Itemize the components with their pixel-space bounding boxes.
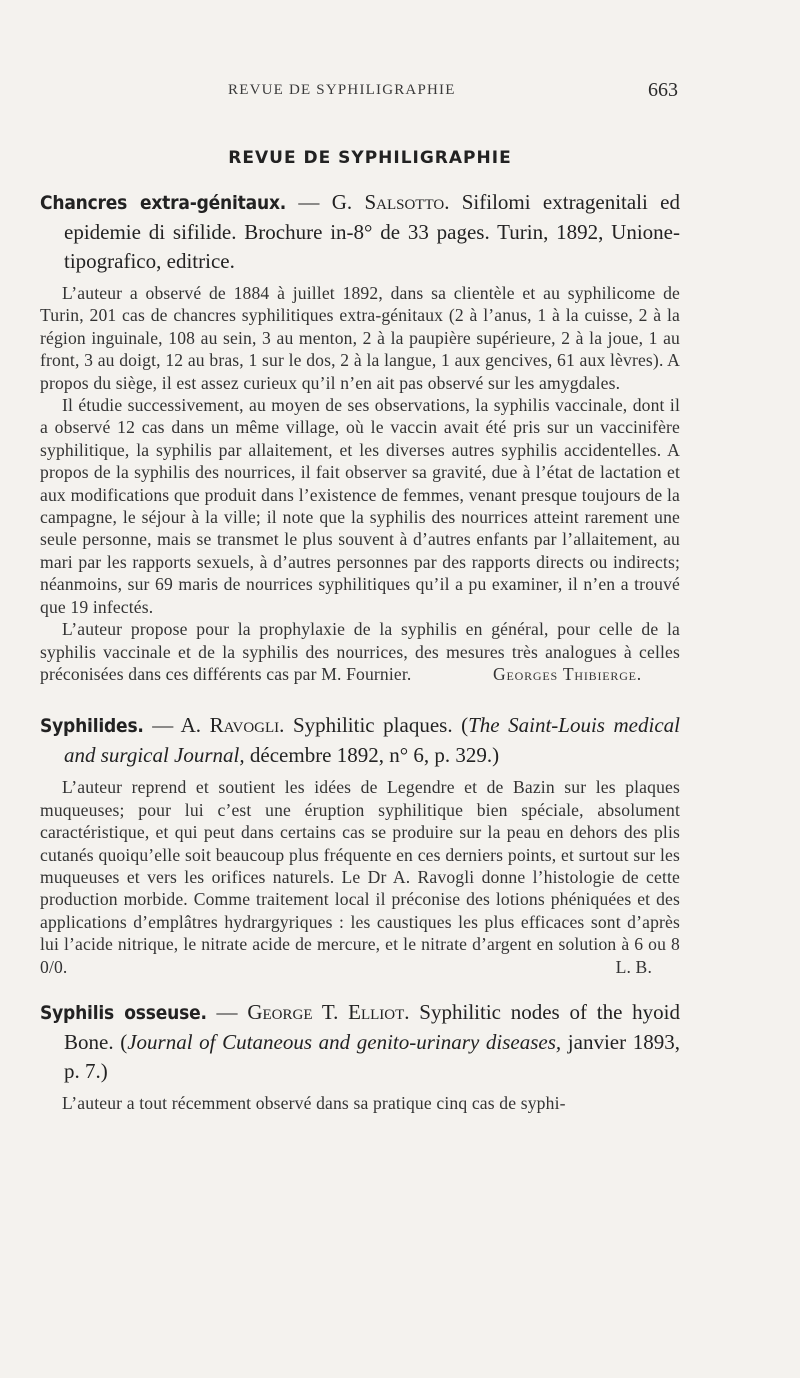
entry-dash: — A. <box>143 713 210 738</box>
paragraph-text: L’auteur reprend et soutient les idées de Legendre et de Bazin sur les plaques muqueuses; pour lui c’est une éruption syphilitique bien spéciale, absolument caractéristique, et qui peut dans certains cas se produire sur la peau en dehors des plis cutanés quoiqu’elle soit beaucoup plus fréquente en ces derniers points, et surtout sur les muqueuses et vers les orifices naturels. Le Dr A. Ravogli donne l’histologie de cette production morbide. Comme traitement local il préconise des lotions phéniquées et des applications d’emplâtres hydrargyriques : les caustiques les plus efficaces sont d’après lui l’acide nitrique, le nitrate acide de mercure, et le nitrate d’argent en solution à 6 ou 8 0/0. <box>40 777 680 977</box>
entry-author: George T. Elliot <box>247 999 405 1024</box>
entry-heading-syphilides <box>40 711 680 770</box>
entry-signature: Georges Thibierge. <box>493 663 642 684</box>
entry-author: Salsotto <box>364 190 445 214</box>
entry-dash: — <box>206 999 248 1024</box>
page-number: 663 <box>648 79 678 101</box>
paragraph: L’auteur a tout récemment observé dans sa pratique cinq cas de syphi- <box>62 1092 566 1113</box>
entry-keyword: Chancres extra-génitaux. <box>40 192 287 214</box>
entry-author: Ravogli <box>209 713 280 738</box>
entry-citation-pre: . Syphilitic nodes of the hyoid Bone. ( <box>64 999 680 1054</box>
entry-signature: L. B. <box>615 956 652 977</box>
paragraph-with-signature <box>40 776 680 978</box>
entry-keyword: Syphilides. <box>40 715 144 738</box>
running-head-title: REVUE DE SYPHILIGRAPHIE <box>228 82 456 98</box>
article-body <box>40 188 680 1114</box>
paragraph-text: L’auteur propose pour la prophylaxie de la syphilis en général, pour celle de la syphilis vaccinale et de la syphilis des nourrices, des mesures très analogues à celles préconisées dans ces différents cas par M. Fournier. <box>40 619 680 684</box>
entry-citation-post: janvier 1893, p. 7.) <box>64 1029 680 1083</box>
entry-citation-pre: . Syphilitic plaques. ( <box>279 713 469 738</box>
entry-keyword: Syphilis osseuse. <box>40 1001 207 1024</box>
entry-journal-title: The Saint-Louis medical and surgical Journal, <box>64 713 680 768</box>
section-title: REVUE DE SYPHILIGRAPHIE <box>228 148 512 168</box>
entry-heading-syphilis-osseuse <box>40 998 680 1086</box>
paragraph: L’auteur a observé de 1884 à juillet 1892, dans sa clientèle et au syphilicome de Turin, 201 cas de chancres syphilitiques extra-génitaux (2 à l’anus, 1 à la cuisse, 2 à la région inguinale, 108 au sein, 3 au menton, 2 à la paupière supérieure, 2 à la joue, 1 au front, 3 au doigt, 12 au bras, 1 sur le dos, 2 à la langue, 1 aux gencives, 61 aux lèvres). A propos du siège, il est assez curieux qu’il n’en ait pas observé sur les amygdales. <box>40 283 680 393</box>
entry-dash: — G. <box>286 190 365 214</box>
paragraph: Il étudie successivement, au moyen de ses observations, la syphilis vaccinale, dont il a observé 12 cas dans un même village, où le vaccin avait été pris sur un vaccinifère syphilitique, la syphilis par allaitement, et les diverses autres syphilis accidentelles. A propos de la syphilis des nourrices, il fait observer sa gravité, due à l’état de lactation et aux modifications que produit dans l’existence de femmes, venant presque toujours de la campagne, le séjour à la ville; il note que la syphilis des nourrices atteint rarement une seule personne, mais se transmet le plus souvent à d’autres enfants par l’allaitement, au mari par les rapports sexuels, à d’autres personnes par des rapports directs ou indirects; néanmoins, sur 69 maris de nourrices syphilitiques qu’il a pu examiner, il n’en a trouvé que 19 infectés. <box>40 395 680 617</box>
entry-citation: . Sifilomi extragenitali ed epidemie di sifilide. Brochure in-8° de 33 pages. Turin, 1892, Unione-tipografico, editrice. <box>64 190 680 273</box>
paragraph-with-signature <box>40 618 680 685</box>
entry-heading-chancres <box>40 188 680 276</box>
entry-journal-title: Journal of Cutaneous and genito-urinary diseases, <box>127 1029 562 1054</box>
running-head <box>40 80 680 104</box>
entry-citation-post: décembre 1892, n° 6, p. 329.) <box>244 743 500 768</box>
